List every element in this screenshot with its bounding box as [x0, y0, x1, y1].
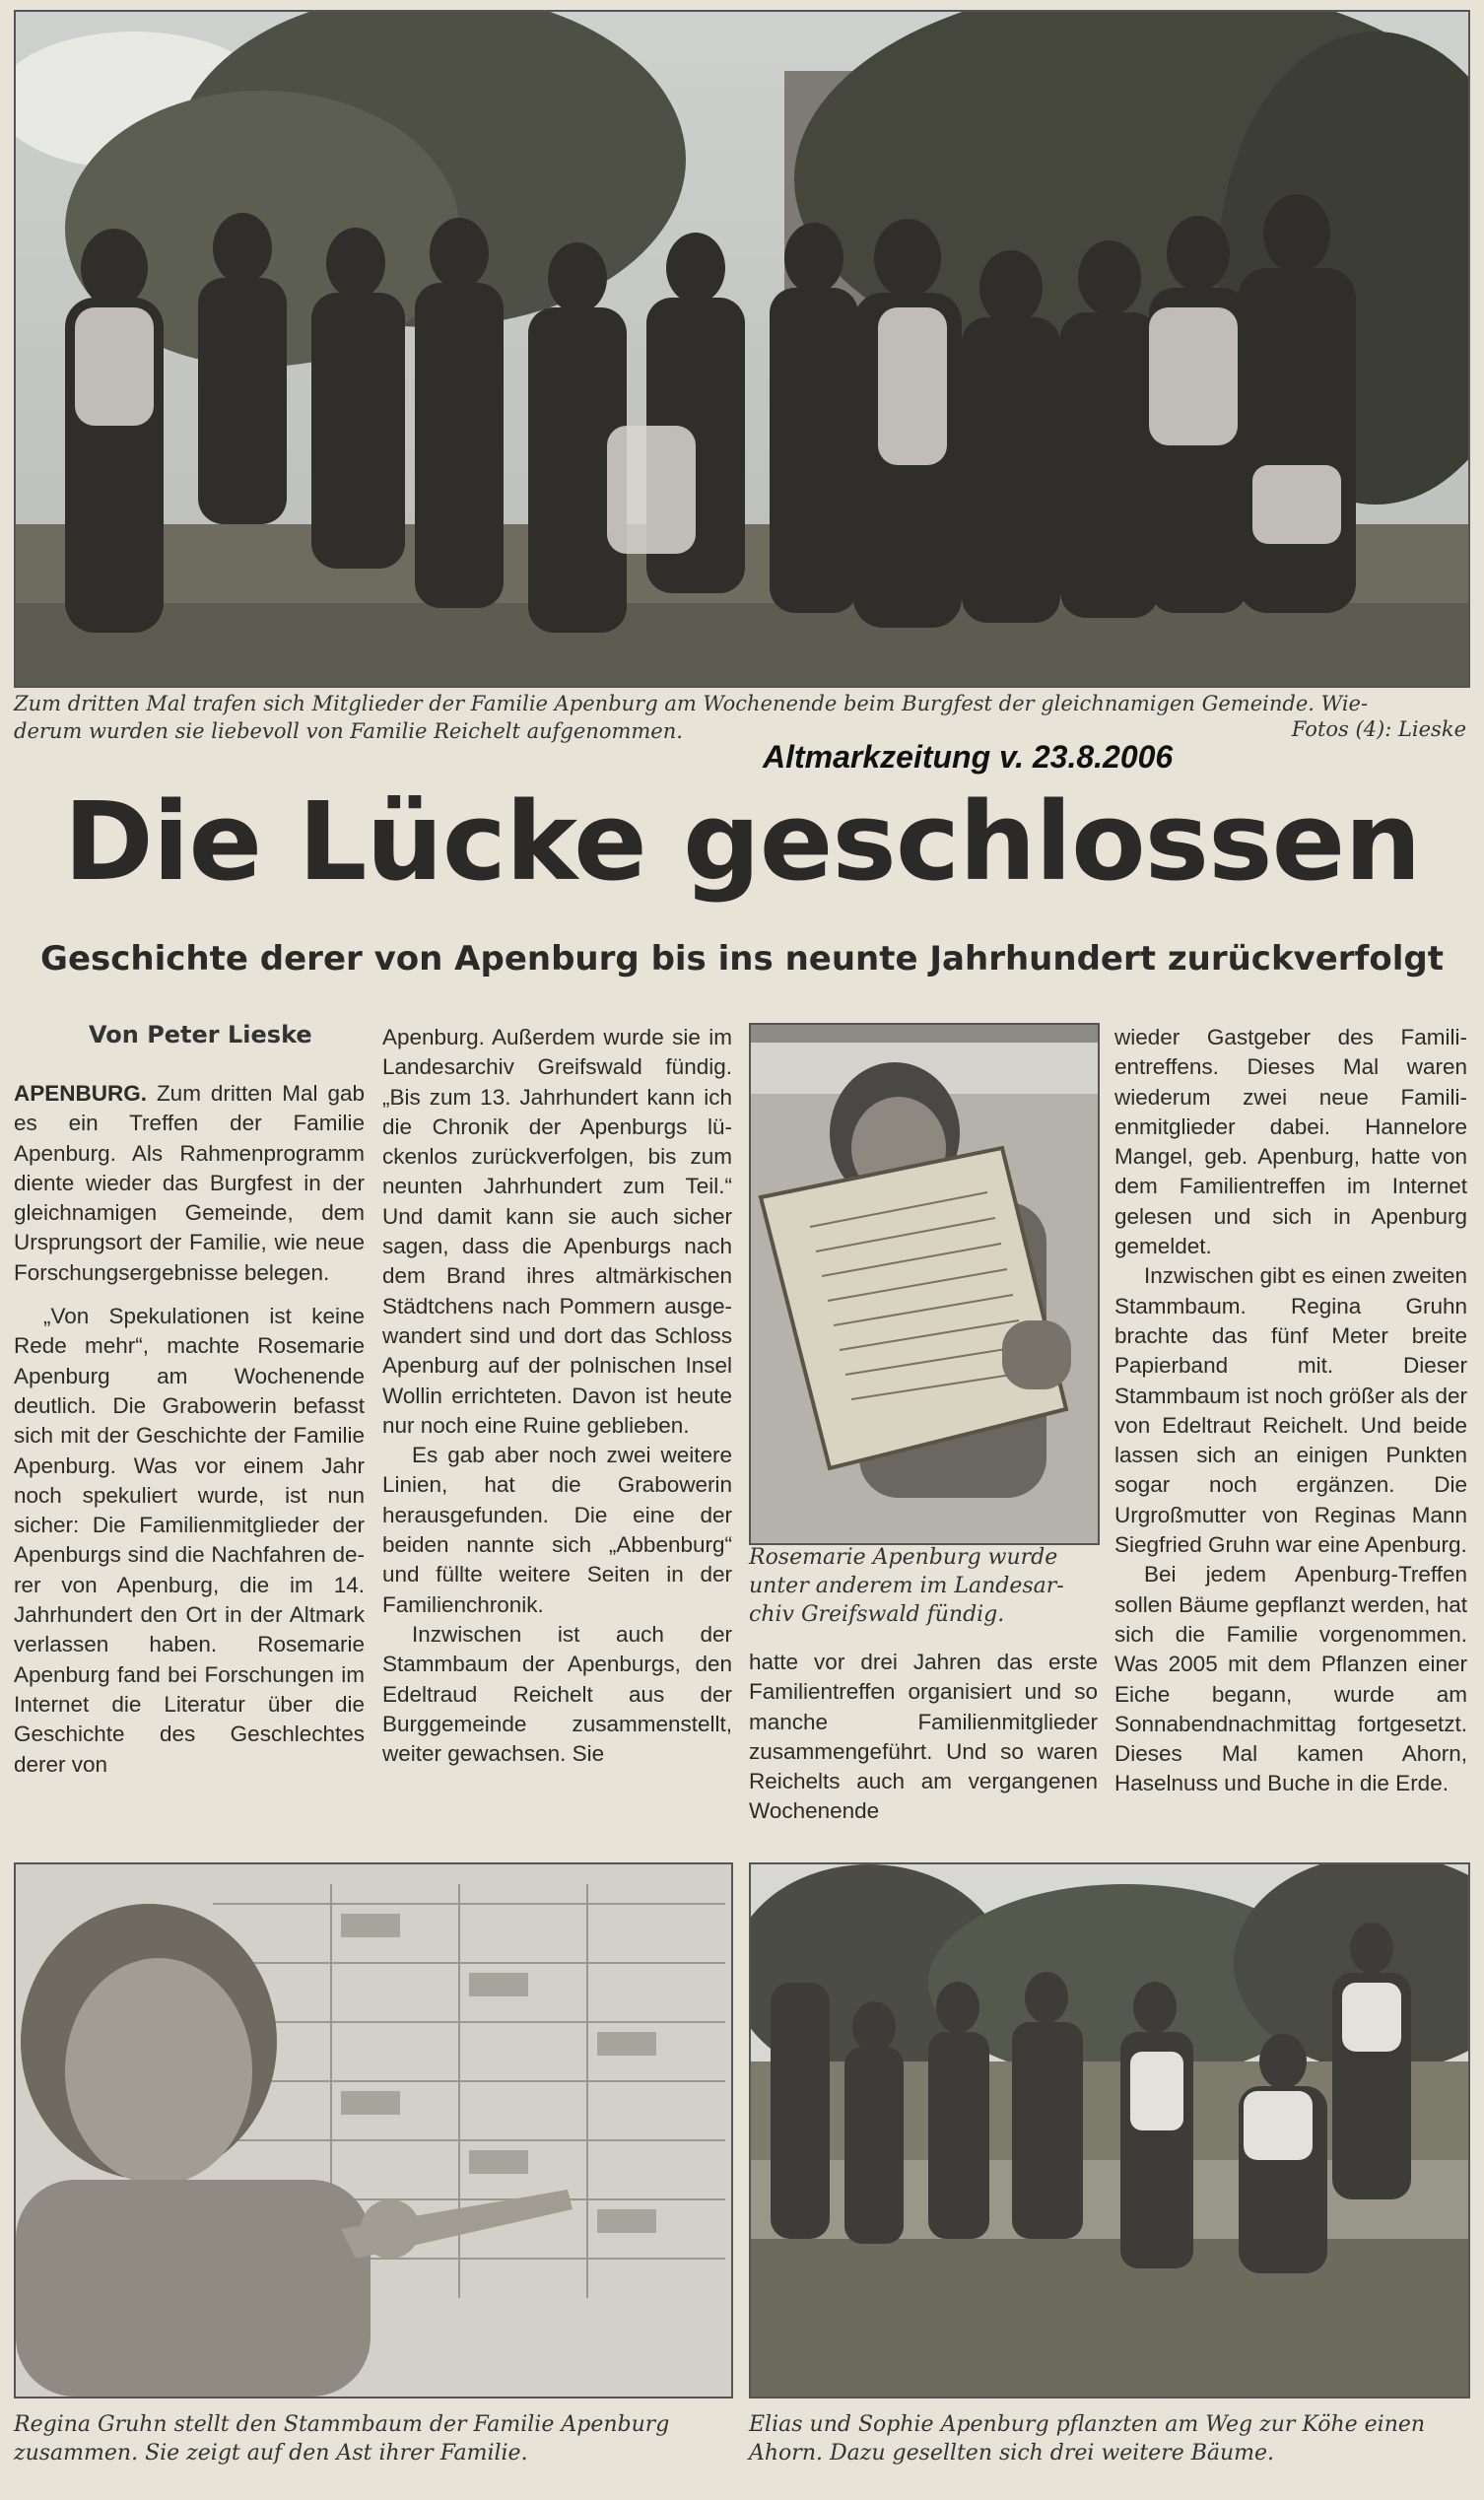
family-tree-photo — [14, 1862, 733, 2399]
article-column-4 — [1114, 1023, 1467, 1799]
col4-paragraph-3: Bei jedem Apenburg-Treffen sollen Bäume gepflanzt werden, hat sich die Familie vorgenommen. Was 2005 mit dem Pflanzen einer Eiche begann, wurde am Sonnabendnachmittag fortgesetzt. Dieses Mal kamen Ahorn, Haselnuss und Buche in die Erde. — [1114, 1562, 1467, 1796]
subheadline: Geschichte derer von Apenburg bis ins neunte Jahrhundert zurückverfolgt — [40, 939, 1444, 979]
col1-paragraph-2: „Von Spekulationen ist keine Rede mehr“, machte Rosemarie Apenburg am Wochenende deutlich. Die Grabowerin befasst sich mit der Geschichte der Familie Apenburg. Was vor einem Jahr noch spekuliert wurde, ist nun sicher: Die Familienmitglieder der Apenburgs sind die Nachfahren derer von Apenburg, die im 14. Jahrhundert den Ort in der Altmark verlassen haben. Rosemarie Apenburg fand bei Forschungen im Internet die Literatur über die Geschichte des Geschlechtes derer von — [14, 1304, 365, 1777]
article-column-3 — [749, 1648, 1098, 1827]
col4-paragraph-1: wieder Gastgeber des Familientreffens. Dieses Mal waren wiederum zwei neue Familienmitglieder dabei. Hannelore Mangel, geb. Apenburg, hatte von dem Familientreffen im Internet gelesen und sich in Apenburg gemeldet. — [1114, 1025, 1467, 1259]
photo-credit: Fotos (4): Lieske — [1291, 717, 1466, 741]
byline: Von Peter Lieske — [89, 1021, 312, 1048]
group-photo-caption-line-1: Zum dritten Mal trafen sich Mitglieder der Familie Apenburg am Wochenende beim Burgfest der gleichnamigen Gemeinde. Wie- — [14, 692, 1369, 715]
archive-photo-caption: Rosemarie Apenburg wurde unter anderem im Landesarchiv Greifswald fündig. — [749, 1545, 1064, 1627]
col4-paragraph-2: Inzwischen gibt es einen zweiten Stammbaum. Regina Gruhn brachte das fünf Meter breite Papierband mit. Dieser Stammbaum ist noch größer als der von Edeltraut Reichelt. Und beide lassen sich an einigen Punkten sogar noch ergänzen. Die Urgroßmutter von Reginas Mann Siegfried Gruhn war eine Apenburg. — [1114, 1263, 1467, 1558]
group-photo-caption — [14, 690, 1466, 745]
article-column-2 — [382, 1023, 732, 1769]
family-tree-caption: Regina Gruhn stellt den Stammbaum der Familie Apenburg zusammen. Sie zeigt auf den Ast ihrer Familie. — [14, 2412, 670, 2466]
dateline: APENBURG. — [14, 1081, 148, 1106]
col2-paragraph-1: Apenburg. Außerdem wurde sie im Landesarchiv Greifswald fündig. „Bis zum 13. Jahrhundert kann ich die Chronik der Apenburgs lückenlos zurückverfolgen, bis zum neunten Jahrhundert zum Teil.“ Und damit kann sie auch sicher sagen, dass die Apenburgs nach dem Brand ihres altmärkischen Städtchens nach Pommern ausgewandert sind und dort das Schloss Apenburg auf der polnischen Insel Wollin errichteten. Davon ist heute nur noch eine Ruine geblieben. — [382, 1025, 732, 1438]
group-photo-caption-line-2: derum wurden sie liebevoll von Familie Reichelt aufgenommen. — [14, 719, 683, 743]
col2-paragraph-2: Es gab aber noch zwei weitere Linien, hat die Grabowerin herausgefunden. Die eine der beiden nannte sich „Abbenburg“ und füllte weitere Seiten in der Familienchronik. — [382, 1443, 732, 1617]
col1-paragraph-1: Zum dritten Mal gab es ein Treffen der Familie Apenburg. Als Rahmenprogramm diente wieder das Burgfest in der gleichnamigen Gemeinde, dem Ursprungsort der Familie, wie neue Forschungsergebnisse belegen. — [14, 1081, 365, 1285]
archive-photo — [749, 1023, 1100, 1545]
tree-planting-caption: Elias und Sophie Apenburg pflanzten am Weg zur Köhe einen Ahorn. Dazu gesellten sich drei weitere Bäume. — [749, 2412, 1426, 2466]
tree-planting-photo — [749, 1862, 1470, 2399]
group-photo — [14, 10, 1470, 688]
source-note: Altmarkzeitung v. 23.8.2006 — [763, 739, 1174, 775]
col3-paragraph-1: hatte vor drei Jahren das erste Familientreffen organisiert und so manche Familienmitglieder zusammengeführt. Und so waren Reichelts auch am vergangenen Wochenende — [749, 1650, 1098, 1824]
col2-paragraph-3: Inzwischen ist auch der Stammbaum der Apenburgs, den Edeltraud Reichelt aus der Burggemeinde zusammenstellt, weiter gewachsen. Sie — [382, 1621, 732, 1767]
article-column-1 — [14, 1079, 365, 1780]
headline: Die Lücke geschlossen — [63, 778, 1421, 905]
